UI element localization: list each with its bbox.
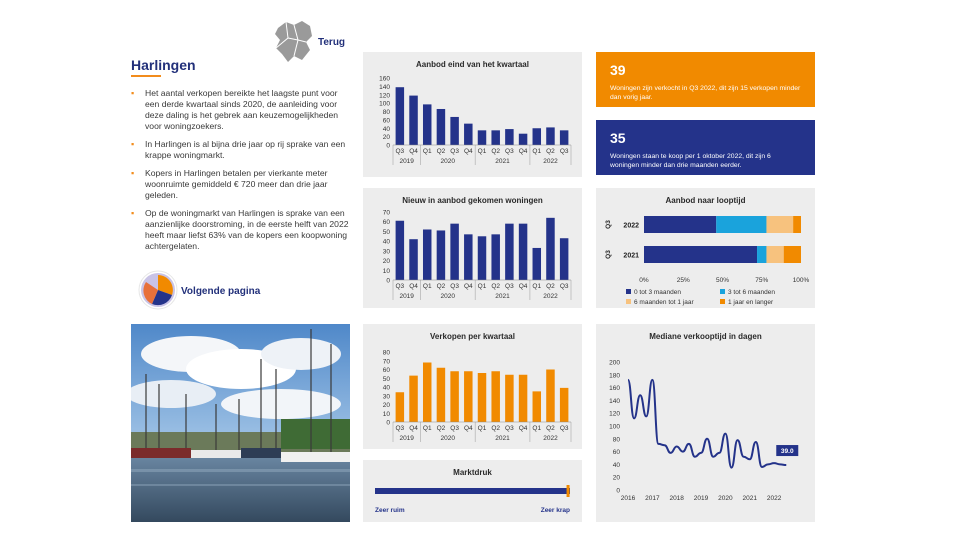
series-line [628, 380, 786, 468]
legend-swatch [720, 289, 725, 294]
x-tick-label: Q3 [395, 425, 405, 432]
x-tick-label: Q4 [463, 283, 473, 290]
bar [464, 234, 472, 280]
year-label: 2022 [543, 435, 558, 442]
x-tick-label: Q2 [436, 425, 446, 432]
bullet-item: ▪ Het aantal verkopen bereikte het laagste punt voor een derde kwartaal sinds 2020, de aanleiding voor deze daling is het gebrek aan keuzemogelijkheden voor woningzoekers. [131, 88, 351, 132]
x-tick-label: Q2 [436, 283, 446, 290]
row-quarter-label: Q3 [605, 250, 612, 259]
x-tick-label: 75% [755, 277, 769, 284]
chart-title: Aanbod eind van het kwartaal [416, 60, 529, 69]
bar [560, 388, 568, 422]
x-tick-label: Q3 [505, 425, 514, 432]
stacked-bar-segment [757, 246, 766, 263]
y-tick-label: 180 [609, 372, 620, 380]
page-title: Harlingen [131, 57, 196, 73]
y-tick-label: 80 [612, 436, 620, 444]
y-tick-label: 200 [609, 359, 620, 367]
bar [533, 128, 541, 145]
legend-label: 0 tot 3 maanden [634, 289, 681, 296]
next-page-link[interactable]: Volgende pagina [181, 286, 261, 297]
chart-panel-nieuw [363, 188, 582, 308]
bar [505, 375, 513, 422]
x-tick-label: 100% [792, 277, 810, 284]
x-tick-label: Q1 [532, 148, 542, 155]
row-quarter-label: Q3 [605, 220, 612, 229]
x-tick-label: Q2 [491, 283, 501, 290]
gauge-track [375, 488, 570, 494]
chart-verkooptijd [596, 324, 815, 522]
bar [423, 229, 431, 280]
bar [546, 127, 554, 145]
x-tick-label: Q4 [409, 425, 418, 432]
year-label: 2019 [399, 435, 414, 442]
kpi-value: 39 [610, 62, 626, 78]
x-tick-label: 2016 [620, 495, 636, 502]
y-tick-label: 20 [382, 134, 390, 142]
chart-nieuw [363, 188, 582, 308]
bar [505, 129, 513, 145]
stacked-bar-segment [716, 216, 766, 233]
bar [519, 224, 527, 280]
bar [505, 224, 513, 280]
marktdruk-panel [363, 460, 582, 522]
bar [437, 230, 445, 280]
x-tick-label: Q1 [532, 425, 542, 432]
bar [519, 134, 527, 145]
bar [450, 117, 458, 145]
legend-swatch [626, 289, 631, 294]
bar [533, 248, 541, 280]
chart-title: Mediane verkooptijd in dagen [649, 332, 762, 341]
year-label: 2020 [440, 158, 456, 165]
chart-panel-verkopen [363, 324, 582, 449]
legend-swatch [720, 299, 725, 304]
bar [478, 373, 486, 422]
y-tick-label: 40 [382, 125, 390, 133]
chart-panel-verkooptijd [596, 324, 815, 522]
y-tick-label: 0 [616, 487, 620, 495]
bar [409, 96, 417, 145]
x-tick-label: Q2 [491, 425, 501, 432]
bar [464, 124, 472, 145]
x-tick-label: Q2 [491, 148, 501, 155]
x-tick-label: Q3 [505, 283, 514, 290]
year-label: 2021 [495, 293, 510, 300]
y-tick-label: 100 [379, 100, 390, 108]
x-tick-label: Q3 [505, 148, 514, 155]
x-tick-label: 2018 [669, 495, 684, 502]
marktdruk-title: Marktdruk [453, 468, 492, 477]
kpi-sales-card [596, 52, 815, 107]
bar [409, 239, 417, 280]
x-tick-label: 25% [676, 277, 690, 284]
stacked-bar-segment [644, 246, 757, 263]
y-tick-label: 70 [382, 358, 390, 366]
x-tick-label: Q1 [422, 425, 432, 432]
chart-panel-looptijd [596, 188, 815, 308]
year-label: 2021 [495, 158, 510, 165]
x-tick-label: 2019 [693, 495, 709, 502]
y-tick-label: 140 [379, 83, 390, 91]
y-tick-label: 0 [386, 142, 390, 150]
y-tick-label: 80 [382, 349, 390, 357]
x-tick-label: Q4 [409, 148, 418, 155]
gauge-left-label: Zeer ruim [375, 507, 405, 514]
y-tick-label: 60 [382, 117, 390, 125]
legend-swatch [626, 299, 631, 304]
x-tick-label: Q3 [450, 148, 459, 155]
pie-chart-icon[interactable] [138, 270, 178, 310]
row-year-label: 2021 [623, 252, 639, 260]
year-label: 2021 [495, 435, 510, 442]
bar [546, 370, 554, 423]
x-tick-label: Q3 [559, 148, 569, 155]
x-tick-label: Q4 [463, 148, 473, 155]
row-year-label: 2022 [623, 222, 639, 230]
marktdruk-gauge [363, 460, 582, 522]
bar [491, 371, 499, 422]
y-tick-label: 20 [382, 258, 390, 266]
harbour-photo [131, 324, 350, 522]
x-tick-label: Q2 [546, 148, 555, 155]
x-tick-label: Q4 [518, 283, 528, 290]
chart-verkopen [363, 324, 582, 449]
y-tick-label: 50 [382, 375, 390, 383]
x-tick-label: Q3 [559, 283, 569, 290]
region-map-icon [272, 20, 318, 64]
y-tick-label: 160 [609, 385, 620, 393]
bar [450, 371, 458, 422]
x-tick-label: Q1 [422, 148, 432, 155]
chart-panel-aanbod [363, 52, 582, 177]
y-tick-label: 20 [612, 474, 620, 482]
x-tick-label: Q2 [546, 283, 555, 290]
x-tick-label: 2020 [718, 495, 733, 502]
x-tick-label: Q1 [532, 283, 542, 290]
bar [437, 109, 445, 145]
bar [423, 363, 431, 423]
x-tick-label: 50% [715, 277, 730, 284]
year-label: 2019 [399, 293, 414, 300]
x-tick-label: Q1 [422, 283, 432, 290]
y-tick-label: 30 [382, 248, 390, 256]
y-tick-label: 140 [609, 397, 620, 405]
bar [396, 87, 404, 145]
kpi-text: Woningen zijn verkocht in Q3 2022, dit zijn 15 verkopen minder dan vorig jaar. [610, 85, 801, 101]
x-tick-label: Q1 [477, 425, 487, 432]
y-tick-label: 10 [382, 267, 390, 275]
bar [409, 376, 417, 422]
title-underline [131, 75, 161, 77]
stacked-bar-segment [644, 216, 716, 233]
y-tick-label: 60 [382, 367, 390, 374]
x-tick-label: Q3 [395, 148, 405, 155]
bar [464, 371, 472, 422]
y-tick-label: 30 [382, 393, 390, 401]
bar [450, 224, 458, 280]
y-tick-label: 0 [386, 419, 390, 427]
x-tick-label: Q2 [546, 425, 555, 432]
last-value-label: 39.0 [780, 448, 794, 456]
bullet-item: ▪ Kopers in Harlingen betalen per vierkante meter woonruimte gemiddeld € 720 meer dan drie jaar geleden. [131, 168, 351, 201]
gauge-marker [567, 485, 570, 497]
y-tick-label: 120 [379, 92, 390, 100]
y-tick-label: 80 [382, 109, 390, 116]
x-tick-label: Q1 [477, 283, 487, 290]
x-tick-label: Q3 [395, 283, 405, 290]
x-tick-label: Q3 [450, 425, 459, 432]
year-label: 2022 [543, 158, 558, 165]
bar [478, 236, 486, 280]
y-tick-label: 50 [382, 228, 390, 236]
kpi-value: 35 [610, 130, 626, 146]
legend-label: 1 jaar en langer [728, 299, 774, 306]
bullet-list [131, 88, 351, 259]
bar [533, 391, 541, 422]
y-tick-label: 20 [382, 402, 390, 409]
stacked-bar-segment [793, 216, 801, 233]
year-label: 2020 [440, 293, 456, 300]
y-tick-label: 10 [382, 410, 390, 418]
bar [491, 234, 499, 280]
chart-title: Nieuw in aanbod gekomen woningen [402, 196, 543, 205]
year-label: 2019 [399, 158, 414, 165]
stacked-bar-segment [766, 216, 793, 233]
stacked-bar-segment [766, 246, 783, 263]
x-tick-label: Q4 [518, 425, 528, 432]
back-link[interactable]: Terug [318, 37, 346, 48]
bullet-item: ▪ Op de woningmarkt van Harlingen is sprake van een aanzienlijke doorstroming, in de eerste helft van 2022 heeft maar liefst 63% van de kopers een koopwoning achtergelaten. [131, 208, 351, 252]
y-tick-label: 60 [382, 219, 390, 227]
bar [478, 130, 486, 145]
x-tick-label: Q1 [477, 148, 487, 155]
x-tick-label: Q4 [518, 148, 528, 155]
y-tick-label: 60 [612, 449, 620, 457]
bar [546, 218, 554, 280]
bar [519, 375, 527, 422]
bar [396, 392, 404, 422]
bar [560, 238, 568, 280]
kpi-stock-card [596, 120, 815, 175]
stacked-bar-segment [784, 246, 801, 263]
y-tick-label: 100 [609, 423, 620, 431]
bar [423, 104, 431, 145]
year-label: 2020 [440, 435, 456, 442]
y-tick-label: 40 [382, 384, 390, 392]
legend-label: 6 maanden tot 1 jaar [634, 299, 694, 306]
y-tick-label: 160 [379, 75, 390, 83]
chart-title: Aanbod naar looptijd [665, 196, 746, 205]
bar [560, 130, 568, 145]
y-tick-label: 0 [386, 277, 390, 285]
bullet-item: ▪ In Harlingen is al bijna drie jaar op rij sprake van een krappe woningmarkt. [131, 139, 351, 161]
legend-label: 3 tot 6 maanden [728, 289, 775, 296]
x-tick-label: Q4 [463, 425, 473, 432]
x-tick-label: 2022 [766, 495, 782, 502]
x-tick-label: Q3 [559, 425, 569, 432]
bar [437, 368, 445, 422]
bar [396, 221, 404, 280]
year-label: 2022 [543, 293, 558, 300]
y-tick-label: 40 [612, 461, 620, 469]
x-tick-label: Q2 [436, 148, 446, 155]
x-tick-label: 2021 [742, 495, 757, 502]
y-tick-label: 120 [609, 410, 620, 418]
x-tick-label: Q4 [409, 283, 418, 290]
chart-aanbod [363, 52, 582, 177]
chart-title: Verkopen per kwartaal [430, 332, 515, 341]
y-tick-label: 40 [382, 238, 390, 246]
x-tick-label: Q3 [450, 283, 459, 290]
x-tick-label: 2017 [645, 495, 660, 502]
kpi-text: Woningen staan te koop per 1 oktober 2022, dit zijn 6 woningen minder dan drie maanden eerder. [610, 153, 771, 169]
x-tick-label: 0% [639, 277, 649, 284]
y-tick-label: 70 [382, 209, 390, 217]
chart-looptijd [596, 188, 815, 308]
gauge-right-label: Zeer krap [540, 507, 570, 514]
bar [491, 130, 499, 145]
